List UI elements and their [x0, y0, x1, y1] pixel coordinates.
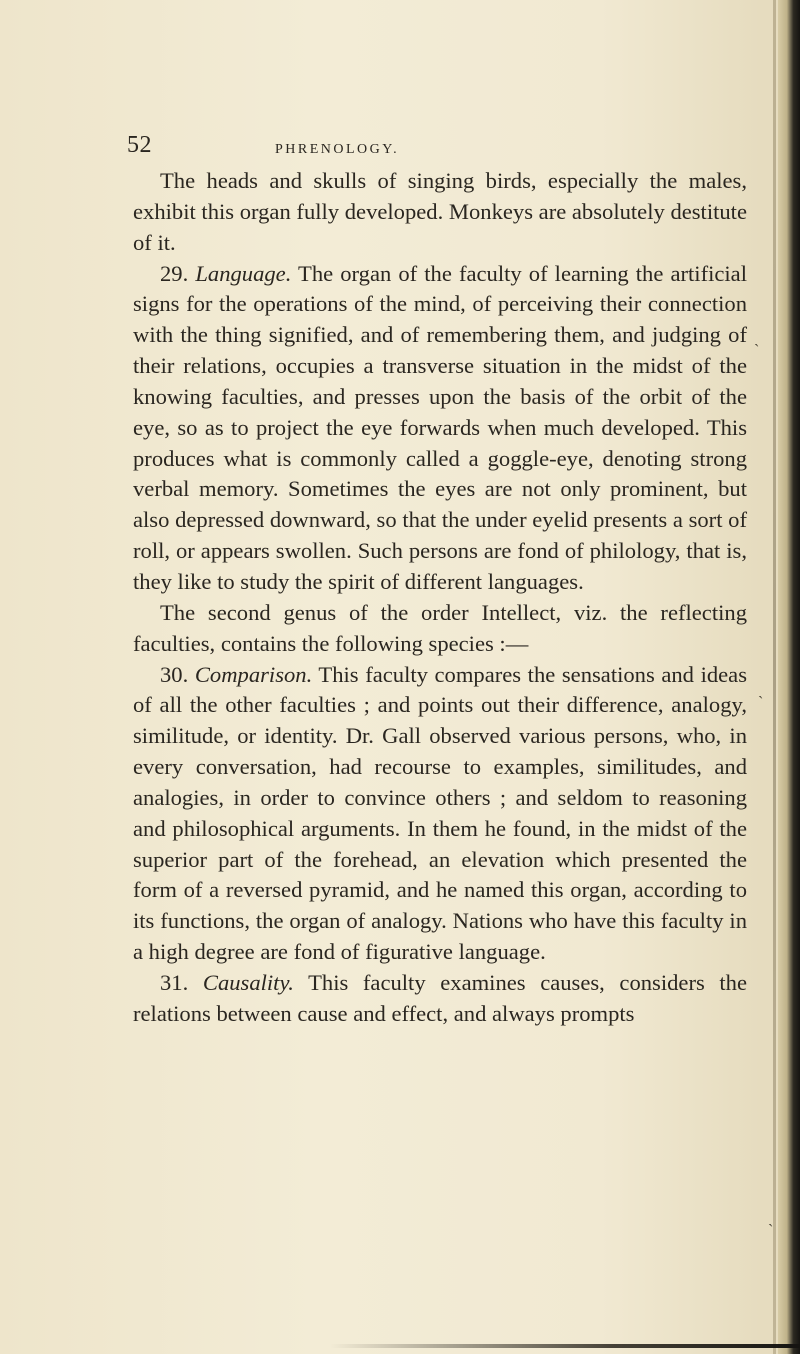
paragraph-text: The organ of the faculty of learning the artificial signs for the operations of the mind, of perceiving their connection with the thing signified, and of remembering them, and judging of their relations, occupies a transverse situation in the midst of the knowing faculties, and presses upon the basis of the orbit of the eye, so as to project the eye forwards when much developed. This produces what is commonly called a goggle-eye, denoting strong verbal memory. Sometimes the eyes are not only prominent, but also depressed downward, so that the under eyelid presents a sort of roll, or appears swollen. Such persons are fond of philology, that is, they like to study the spirit of different languages.: [133, 260, 747, 594]
paragraph-language: [133, 259, 747, 598]
page-body: [133, 166, 747, 1030]
section-heading-language: Language.: [195, 260, 292, 286]
section-number: 29.: [160, 260, 196, 286]
paragraph-comparison: [133, 660, 747, 968]
paragraph-causality: [133, 968, 747, 1030]
paragraph-text: The second genus of the order Intellect, viz. the reflecting faculties, contains the following species :—: [133, 599, 747, 656]
page-header: [127, 132, 727, 168]
section-heading-comparison: Comparison.: [194, 661, 313, 687]
margin-mark: ˎ: [758, 682, 764, 699]
book-spine-edge: [778, 0, 800, 1354]
page-edge-shadow: [773, 0, 776, 1354]
paragraph-text: This faculty compares the sensations and ideas of all the other faculties ; and points out their difference, analogy, similitude, or identity. Dr. Gall observed various persons, who, in every conversation, had recourse to examples, similitudes, and analogies, in order to convince others ; and seldom to reasoning and philosophical arguments. In them he found, in the midst of the superior part of the forehead, an elevation which presented the form of a reversed pyramid, and he named this organ, according to its functions, the organ of analogy. Nations who have this faculty in a high degree are fond of figurative language.: [133, 661, 748, 965]
section-heading-causality: Causality.: [202, 969, 294, 995]
page-number: 52: [127, 132, 152, 158]
page-bottom-edge: [330, 1344, 800, 1348]
paragraph-text: The heads and skulls of singing birds, especially the males, exhibit this organ fully developed. Monkeys are absolutely destitute of it.: [133, 168, 747, 255]
margin-mark: ˎ: [768, 1210, 774, 1227]
section-number: 31.: [160, 969, 203, 995]
running-head: PHRENOLOGY.: [275, 142, 400, 157]
paragraph-birds: [133, 166, 747, 259]
paragraph-reflecting-faculties: [133, 598, 747, 660]
margin-mark: ˎ: [754, 330, 760, 347]
section-number: 30.: [160, 661, 195, 687]
paragraph-text: This faculty examines causes, considers the relations between cause and effect, and always prompts: [133, 969, 747, 1026]
